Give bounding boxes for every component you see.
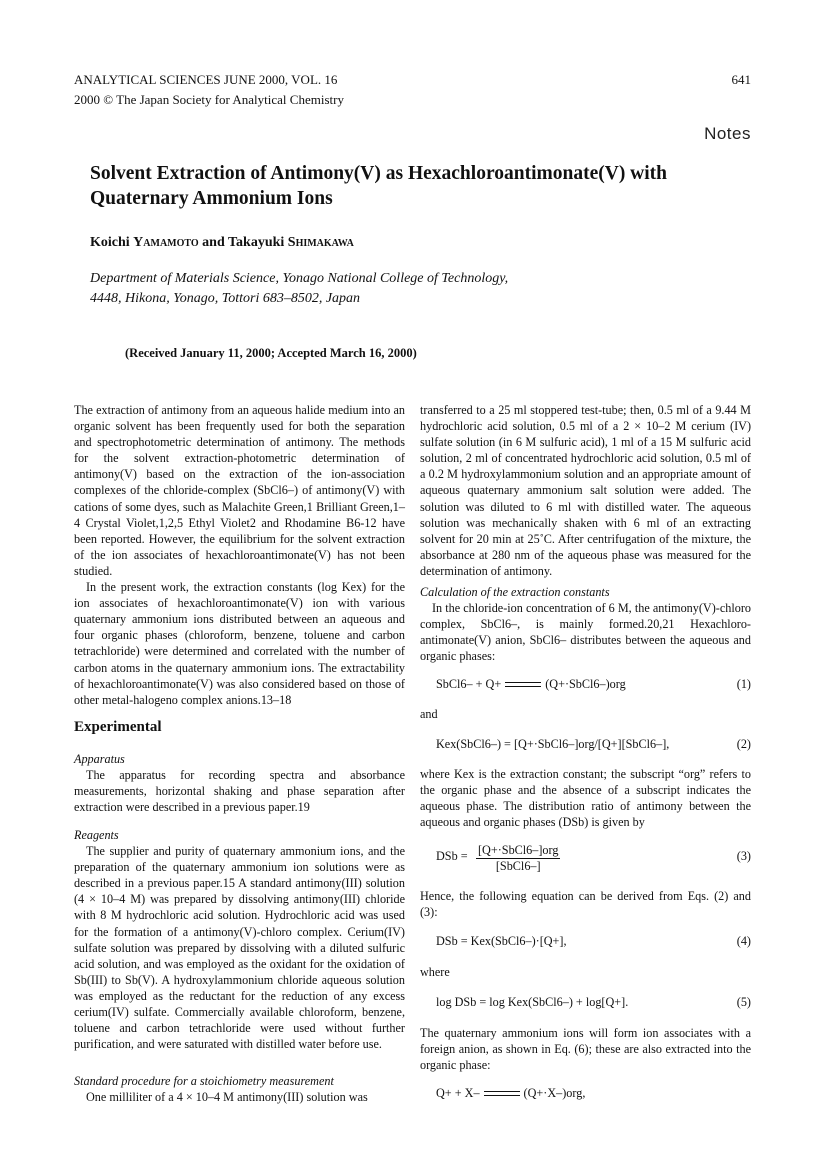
apparatus-text: The apparatus for recording spectra and absorbance measurements, horizontal shaking and phase separation after extraction were described in a previous paper.19 <box>74 768 405 815</box>
quaternary-paragraph: The quaternary ammonium ions will form ion associates with a foreign anion, as shown in Eq. (6); these are also extracted into the organic phase: <box>420 1026 751 1073</box>
eq4-expression: DSb = Kex(SbCl6–)·[Q+], <box>436 934 567 948</box>
where-text: where <box>420 965 450 979</box>
where-paragraph: where Kex is the extraction constant; the subscript “org” refers to the organic phase and the absence of a subscript indicates the aqueous phase. The distribution ratio of antimony between the aqueous and organic phases (DSb) is given by <box>420 767 751 830</box>
procedure-text: One milliliter of a 4 × 10–4 M antimony(III) solution was <box>86 1090 368 1105</box>
calc-section <box>420 584 751 664</box>
equation-1 <box>420 677 751 693</box>
author-and: and Takayuki <box>198 235 288 250</box>
eq3-number: (3) <box>736 849 751 863</box>
eq2-number: (2) <box>736 737 751 751</box>
eq1-right: (Q+·SbCl6–)org <box>545 677 626 691</box>
equation-5 <box>420 995 751 1011</box>
article-title <box>90 161 730 211</box>
intro-paragraph-1: The extraction of antimony from an aqueous halide medium into an organic solvent has been frequently used for both the separation and spectrophotometric determination of antimony. The methods for the solvent extraction-photometric determination of antimony(V) based on the extraction of the ion-association complexes of the chloride-complex (SbCl6–) of antimony(V) with cations of some dyes, such as Malachite Green,1 Brilliant Green,1–4 Crystal Violet,1,2,5 Ethyl Violet2 and Rhodamine B6-12 have been reported. However, the equilibrium for the solvent extraction of the ion associates of hexachloroantimonate(V) has not been studied. <box>74 403 405 578</box>
equation-2 <box>420 737 751 753</box>
calc-heading: Calculation of the extraction constants <box>420 585 610 599</box>
equilibrium-arrow-icon <box>505 681 541 689</box>
and-text: and <box>420 707 438 721</box>
left-column <box>74 402 405 708</box>
calc-text: In the chloride-ion concentration of 6 M, the antimony(V)-chloro complex, SbCl6–, is mainly formed.20,21 Hexachloro-antimonate(V) anion, SbCl6– distributes between the aqueous and organic phases: <box>420 601 751 664</box>
reagents-heading: Reagents <box>74 828 119 842</box>
section-label: Notes <box>704 124 751 143</box>
eq1-number: (1) <box>736 677 751 691</box>
author1-first: Koichi <box>90 235 134 250</box>
equation-6 <box>420 1086 751 1102</box>
page-number: 641 <box>731 72 751 87</box>
equilibrium-arrow-icon <box>484 1090 520 1098</box>
equation-3 <box>420 843 751 877</box>
procedure-heading: Standard procedure for a stoichiometry measurement <box>74 1074 334 1088</box>
authors <box>90 235 354 251</box>
received-dates: (Received January 11, 2000; Accepted March 16, 2000) <box>125 346 417 360</box>
procedure-continued: transferred to a 25 ml stoppered test-tube; then, 0.5 ml of a 9.44 M hydrochloric acid solution, 0.5 ml of a 2 × 10–2 M cerium (IV) sulfate solution (in 6 M sulfuric acid), 1 ml of a 15 M sulfuric acid solution, 2 ml of concentrated hydrochloric acid solution, 0.5 ml of a 0.2 M hydroxylammonium solution and an appropriate amount of aqueous quaternary ammonium salt solution were added. The solution was diluted to 6 ml with distilled water. The aqueous solution was mechanically shaken with 6 ml of an extracting solvent for 20 min at 25˚C. After centrifugation of the mixture, the absorbance at 280 nm of the aqueous phase was measured for the determination of antimony. <box>420 403 751 578</box>
reagents-text: The supplier and purity of quaternary ammonium ions, and the preparation of the quaternary ammonium ion solutions were as described in a previous paper.15 A standard antimony(III) solution (4 × 10–4 M) was prepared by dissolving antimony(III) chloride with 8 M hydrochloric acid solution. Hydrochloric acid was used for the formation of a antimony(V)-chloro complex. Cerium(IV) sulfate solution was prepared by dissolving with a diluted sulfuric acid solution, and was employed as the oxidant for the oxidation of Sb(III) to Sb(V). A hydroxylammonium chloride aqueous solution was employed as the reductant for the reduction of any excess cerium(IV) sulfate. Commercially available chloroform, benzene, toluene and carbon tetrachloride were used without further purification, and were saturated with distilled water before use. <box>74 844 405 1052</box>
eq3-lhs: DSb = <box>436 849 468 863</box>
author1-last: Yamamoto <box>133 235 199 250</box>
eq3-numerator: [Q+·SbCl6–]org <box>478 843 559 857</box>
equation-4 <box>420 934 751 950</box>
title-line-1: Solvent Extraction of Antimony(V) as Hexachloroantimonate(V) with <box>90 163 668 184</box>
reagents-section <box>74 827 405 1052</box>
affiliation <box>90 269 690 309</box>
eq4-number: (4) <box>736 934 751 948</box>
affiliation-line-1: Department of Materials Science, Yonago National College of Technology, <box>90 271 509 286</box>
eq1-left: SbCl6– + Q+ <box>436 677 502 691</box>
intro-paragraph-2: In the present work, the extraction constants (log Kex) for the ion associates of hexachloroantimonate(V) ion with various quaternary ammonium ions distributed between an aqueous and four organic phases (chloroform, benzene, toluene and carbon tetrachloride) were determined and correlated with the number of carbon atoms in the quaternary ammonium ions. The extractability of hexachloroantimonate(V) was also considered based on those of other metal-halogeno complex anions.13–18 <box>74 580 405 707</box>
eq3-denominator: [SbCl6–] <box>495 859 541 873</box>
copyright-line: 2000 © The Japan Society for Analytical Chemistry <box>74 92 344 107</box>
title-line-2: Quaternary Ammonium Ions <box>90 188 333 209</box>
eq6-left: Q+ + X– <box>436 1086 480 1100</box>
apparatus-heading: Apparatus <box>74 752 125 766</box>
eq5-expression: log DSb = log Kex(SbCl6–) + log[Q+]. <box>436 995 629 1009</box>
right-column <box>420 402 751 579</box>
apparatus-section <box>74 751 405 815</box>
hence-paragraph: Hence, the following equation can be derived from Eqs. (2) and (3): <box>420 889 751 920</box>
eq5-number: (5) <box>736 995 751 1009</box>
eq6-right: (Q+·X–)org, <box>523 1086 586 1100</box>
affiliation-line-2: 4448, Hikona, Yonago, Tottori 683–8502, Japan <box>90 291 361 306</box>
experimental-heading: Experimental <box>74 719 162 735</box>
eq2-expression: Kex(SbCl6–) = [Q+·SbCl6–]org/[Q+][SbCl6–], <box>436 737 670 751</box>
author2-last: Shimakawa <box>287 235 354 250</box>
procedure-section <box>74 1073 405 1105</box>
journal-header: ANALYTICAL SCIENCES JUNE 2000, VOL. 16 <box>74 72 338 87</box>
eq3-fraction <box>476 843 560 874</box>
